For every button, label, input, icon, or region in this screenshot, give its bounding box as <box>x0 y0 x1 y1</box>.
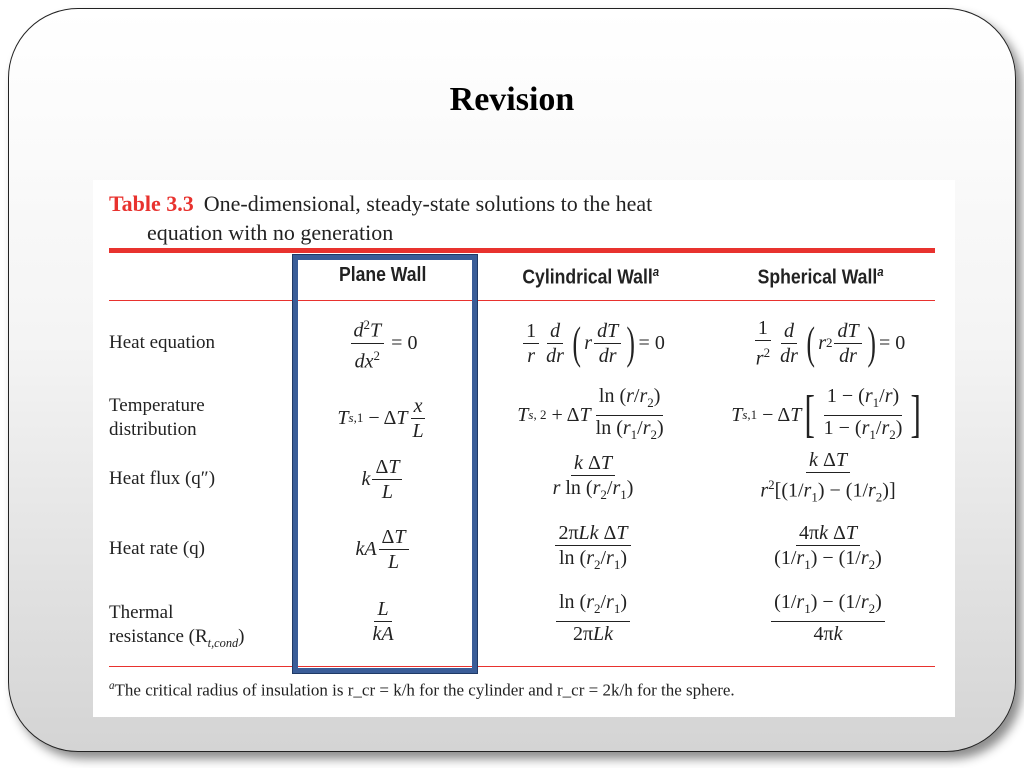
caption-line-2: equation with no generation <box>147 220 394 245</box>
row-label-heat-equation: Heat equation <box>109 332 216 353</box>
sph-thermal-resistance: $\frac{(1/r_1) - (1/r_2)}{4\pi k}$ <box>713 593 943 643</box>
table-top-rule <box>109 248 935 253</box>
cyl-thermal-resistance: $\frac{\ln (r_2/r_1)}{\text{2πLk}}$ <box>483 593 703 643</box>
table-label: Table 3.3 <box>109 191 194 216</box>
plane-heat-equation: $\frac{d^2T}{dx^2}$ = 0 <box>303 318 463 368</box>
slide-title: Revision <box>449 81 575 118</box>
plane-heat-flux: k $\frac{\Delta T}{L}$ <box>303 454 463 504</box>
table-image-panel <box>93 180 955 717</box>
plane-temperature-distribution: T s,1 − Δ T $\frac{x}{L}$ <box>337 394 424 442</box>
sph-heat-rate: $\frac{\text{4πk ΔT}}{(1/r_1) - (1/r_2)}$ <box>774 522 882 572</box>
header-spherical-wall: Spherical Wall$^a$ <box>757 264 884 289</box>
row-label-heat-rate: Heat rate (q) <box>109 538 205 559</box>
plane-thermal-resistance: $\frac{L}{kA}$ <box>372 597 394 645</box>
sph-heat-equation: $\frac{1}{r^2}$ $\frac{d}{dr}$ ( r 2 $\frac{dT}{dr}$ ) = 0 <box>755 316 906 370</box>
cyl-heat-flux: $\frac{\text{k ΔT}}{r \ln (r_2/r_1)}$ <box>552 452 634 502</box>
plane-heat-rate: kA $\frac{\Delta T}{L}$ <box>303 524 463 574</box>
row-label-heat-flux: Heat flux (q″) <box>109 468 216 489</box>
table-caption <box>109 189 652 247</box>
table-bottom-rule <box>109 666 935 667</box>
sph-temperature-distribution: T s,1 − Δ T [ $\frac{1 - (r_1/r)}{1 - (r_1/r_2)}$ ] <box>731 384 922 443</box>
cyl-temperature-distribution: T s, 2 + Δ T $\frac{\ln (r/r_2)}{\ln (r_1/r_2)}$ <box>517 384 664 442</box>
slide-frame <box>8 8 1016 752</box>
row-label-temperature-distribution: Temperature distribution <box>109 395 205 440</box>
sph-heat-flux: $\frac{\text{k ΔT}}{r^2[(1/r_1) - (1/r_2)]}$ <box>760 449 896 505</box>
caption-line-1: One-dimensional, steady-state solutions to the heat <box>203 191 653 216</box>
table-footnote: $^a$The critical radius of insulation is r_cr = k/h for the cylinder and r_cr = 2k/h for the sphere. <box>109 680 735 700</box>
header-plane-wall: Plane Wall <box>338 264 427 286</box>
row-label-thermal-resistance: Thermal resistance $(R_{t,cond})$ <box>109 602 245 650</box>
cyl-heat-equation: $\frac{1}{r}$ $\frac{d}{dr}$ ( r $\frac{dT}{dr}$ ) = 0 <box>483 316 703 370</box>
cyl-heat-rate: $\frac{\text{2πLk ΔT}}{\ln (r_2/r_1)}$ <box>483 524 703 574</box>
plane-wall-highlight-box <box>293 255 477 673</box>
header-cylindrical-wall: Cylindrical Wall$^a$ <box>522 264 660 289</box>
header-rule <box>109 300 935 301</box>
